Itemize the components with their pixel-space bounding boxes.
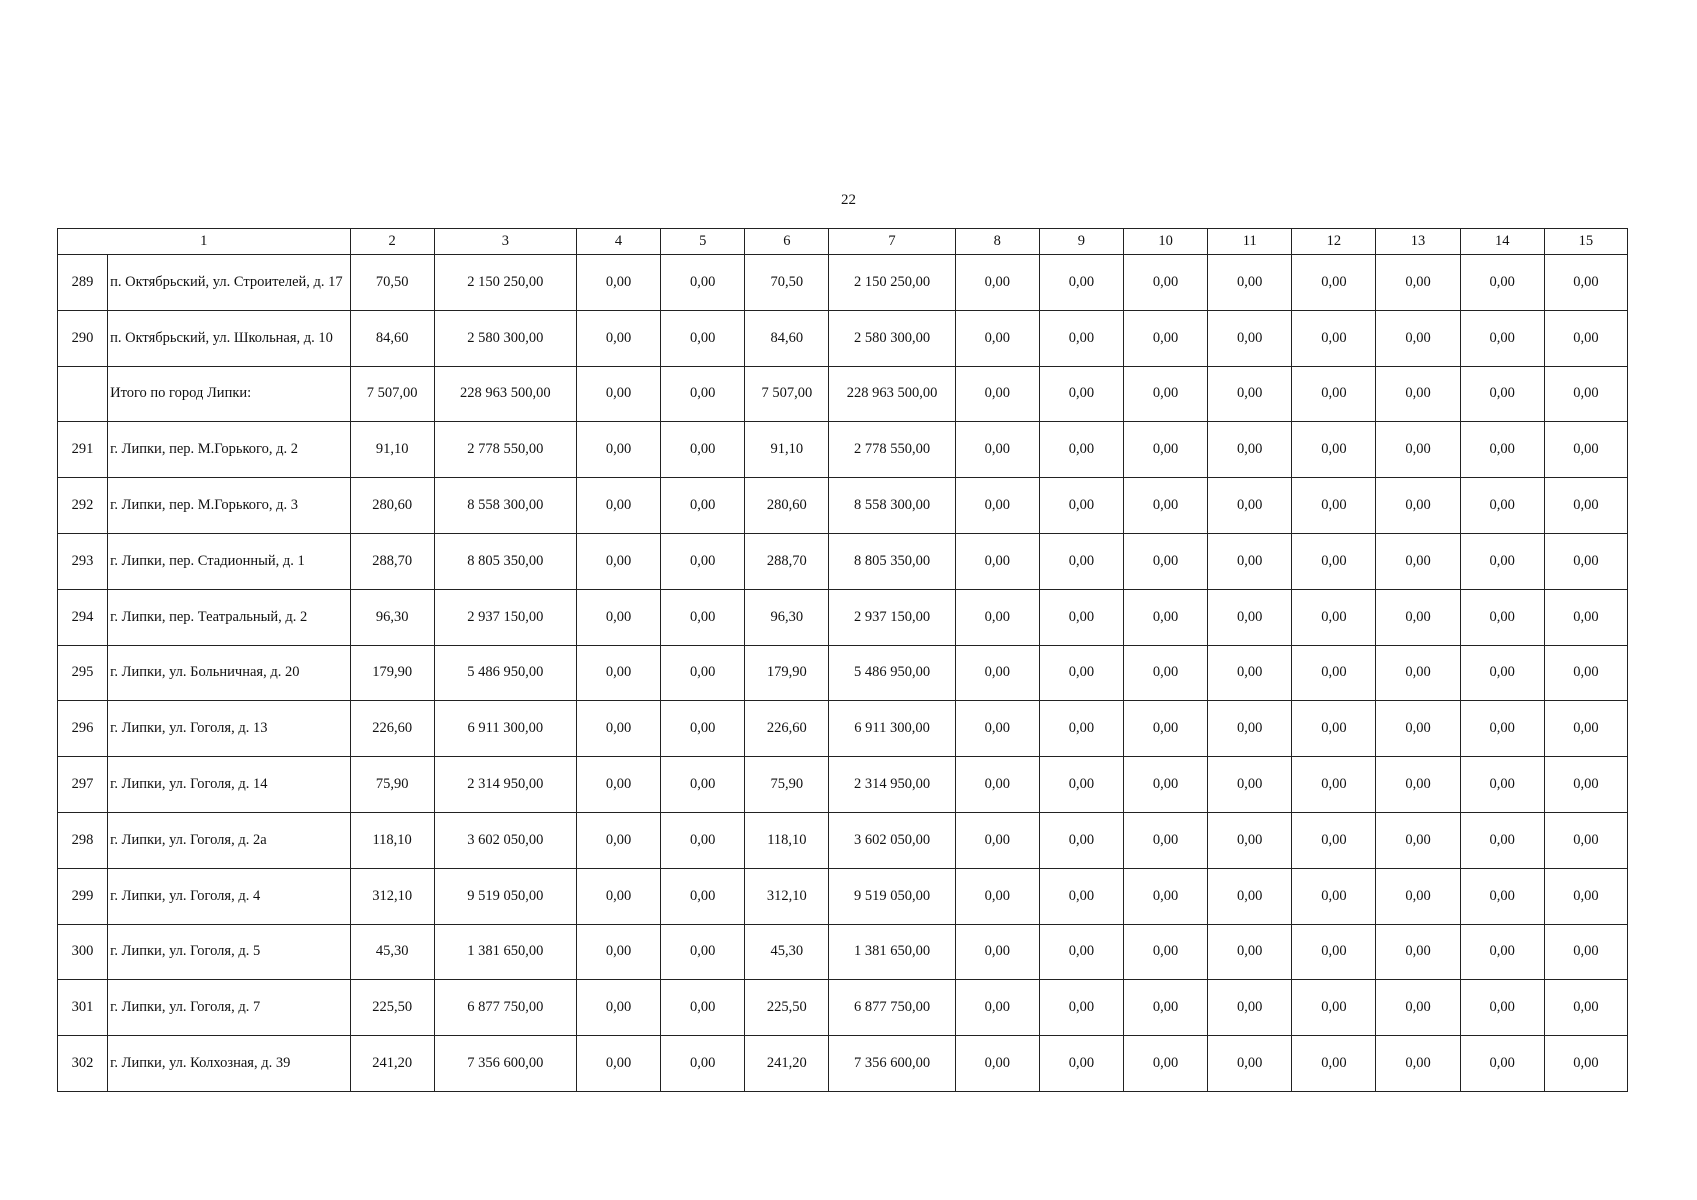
value-cell-col11: 0,00 bbox=[1208, 924, 1292, 980]
value-cell-col9: 0,00 bbox=[1039, 589, 1123, 645]
column-header: 8 bbox=[955, 229, 1039, 255]
value-cell-col12: 0,00 bbox=[1292, 255, 1376, 311]
value-cell-col10: 0,00 bbox=[1123, 255, 1207, 311]
value-cell-col8: 0,00 bbox=[955, 366, 1039, 422]
value-cell-col10: 0,00 bbox=[1123, 868, 1207, 924]
row-number: 299 bbox=[58, 868, 108, 924]
value-cell-col15: 0,00 bbox=[1544, 757, 1627, 813]
value-cell-col11: 0,00 bbox=[1208, 589, 1292, 645]
value-cell-col7: 1 381 650,00 bbox=[829, 924, 955, 980]
value-cell-col9: 0,00 bbox=[1039, 701, 1123, 757]
value-cell-col12: 0,00 bbox=[1292, 701, 1376, 757]
row-number: 302 bbox=[58, 1036, 108, 1092]
value-cell-col11: 0,00 bbox=[1208, 645, 1292, 701]
value-cell-col2: 118,10 bbox=[350, 812, 434, 868]
value-cell-col7: 2 937 150,00 bbox=[829, 589, 955, 645]
row-number: 301 bbox=[58, 980, 108, 1036]
value-cell-col8: 0,00 bbox=[955, 701, 1039, 757]
value-cell-col4: 0,00 bbox=[576, 868, 660, 924]
value-cell-col3: 9 519 050,00 bbox=[434, 868, 576, 924]
value-cell-col14: 0,00 bbox=[1460, 366, 1544, 422]
row-number: 298 bbox=[58, 812, 108, 868]
value-cell-col9: 0,00 bbox=[1039, 812, 1123, 868]
value-cell-col10: 0,00 bbox=[1123, 533, 1207, 589]
value-cell-col9: 0,00 bbox=[1039, 980, 1123, 1036]
value-cell-col5: 0,00 bbox=[661, 255, 745, 311]
value-cell-col4: 0,00 bbox=[576, 366, 660, 422]
column-header: 15 bbox=[1544, 229, 1627, 255]
value-cell-col12: 0,00 bbox=[1292, 645, 1376, 701]
column-header: 14 bbox=[1460, 229, 1544, 255]
column-header: 1 bbox=[58, 229, 351, 255]
address-cell: г. Липки, пер. Театральный, д. 2 bbox=[108, 589, 350, 645]
table-header bbox=[58, 229, 1628, 255]
value-cell-col10: 0,00 bbox=[1123, 812, 1207, 868]
value-cell-col2: 241,20 bbox=[350, 1036, 434, 1092]
value-cell-col9: 0,00 bbox=[1039, 310, 1123, 366]
value-cell-col6: 96,30 bbox=[745, 589, 829, 645]
value-cell-col13: 0,00 bbox=[1376, 868, 1460, 924]
value-cell-col7: 5 486 950,00 bbox=[829, 645, 955, 701]
value-cell-col5: 0,00 bbox=[661, 980, 745, 1036]
value-cell-col4: 0,00 bbox=[576, 422, 660, 478]
value-cell-col11: 0,00 bbox=[1208, 533, 1292, 589]
value-cell-col12: 0,00 bbox=[1292, 980, 1376, 1036]
value-cell-col4: 0,00 bbox=[576, 310, 660, 366]
table-row bbox=[58, 757, 1628, 813]
value-cell-col2: 280,60 bbox=[350, 478, 434, 534]
value-cell-col4: 0,00 bbox=[576, 645, 660, 701]
value-cell-col14: 0,00 bbox=[1460, 1036, 1544, 1092]
value-cell-col9: 0,00 bbox=[1039, 924, 1123, 980]
row-number: 291 bbox=[58, 422, 108, 478]
value-cell-col6: 118,10 bbox=[745, 812, 829, 868]
value-cell-col15: 0,00 bbox=[1544, 812, 1627, 868]
value-cell-col12: 0,00 bbox=[1292, 422, 1376, 478]
row-number: 293 bbox=[58, 533, 108, 589]
value-cell-col14: 0,00 bbox=[1460, 868, 1544, 924]
value-cell-col13: 0,00 bbox=[1376, 478, 1460, 534]
column-header: 13 bbox=[1376, 229, 1460, 255]
address-cell: г. Липки, пер. М.Горького, д. 3 bbox=[108, 478, 350, 534]
value-cell-col5: 0,00 bbox=[661, 645, 745, 701]
value-cell-col15: 0,00 bbox=[1544, 366, 1627, 422]
value-cell-col4: 0,00 bbox=[576, 533, 660, 589]
value-cell-col8: 0,00 bbox=[955, 868, 1039, 924]
value-cell-col11: 0,00 bbox=[1208, 422, 1292, 478]
value-cell-col13: 0,00 bbox=[1376, 255, 1460, 311]
value-cell-col8: 0,00 bbox=[955, 478, 1039, 534]
value-cell-col7: 2 150 250,00 bbox=[829, 255, 955, 311]
value-cell-col12: 0,00 bbox=[1292, 1036, 1376, 1092]
header-row bbox=[58, 229, 1628, 255]
value-cell-col6: 225,50 bbox=[745, 980, 829, 1036]
value-cell-col13: 0,00 bbox=[1376, 645, 1460, 701]
row-number: 289 bbox=[58, 255, 108, 311]
value-cell-col9: 0,00 bbox=[1039, 478, 1123, 534]
value-cell-col14: 0,00 bbox=[1460, 924, 1544, 980]
value-cell-col8: 0,00 bbox=[955, 980, 1039, 1036]
column-header: 11 bbox=[1208, 229, 1292, 255]
value-cell-col6: 241,20 bbox=[745, 1036, 829, 1092]
value-cell-col7: 2 778 550,00 bbox=[829, 422, 955, 478]
value-cell-col11: 0,00 bbox=[1208, 310, 1292, 366]
value-cell-col15: 0,00 bbox=[1544, 533, 1627, 589]
column-header: 9 bbox=[1039, 229, 1123, 255]
address-cell: г. Липки, ул. Гоголя, д. 14 bbox=[108, 757, 350, 813]
value-cell-col9: 0,00 bbox=[1039, 645, 1123, 701]
value-cell-col10: 0,00 bbox=[1123, 478, 1207, 534]
value-cell-col13: 0,00 bbox=[1376, 1036, 1460, 1092]
value-cell-col15: 0,00 bbox=[1544, 422, 1627, 478]
value-cell-col6: 84,60 bbox=[745, 310, 829, 366]
value-cell-col15: 0,00 bbox=[1544, 478, 1627, 534]
value-cell-col3: 7 356 600,00 bbox=[434, 1036, 576, 1092]
value-cell-col15: 0,00 bbox=[1544, 589, 1627, 645]
value-cell-col12: 0,00 bbox=[1292, 868, 1376, 924]
value-cell-col5: 0,00 bbox=[661, 924, 745, 980]
value-cell-col6: 288,70 bbox=[745, 533, 829, 589]
value-cell-col6: 75,90 bbox=[745, 757, 829, 813]
value-cell-col8: 0,00 bbox=[955, 645, 1039, 701]
value-cell-col4: 0,00 bbox=[576, 255, 660, 311]
value-cell-col8: 0,00 bbox=[955, 812, 1039, 868]
value-cell-col15: 0,00 bbox=[1544, 255, 1627, 311]
value-cell-col8: 0,00 bbox=[955, 757, 1039, 813]
value-cell-col5: 0,00 bbox=[661, 757, 745, 813]
value-cell-col3: 6 877 750,00 bbox=[434, 980, 576, 1036]
value-cell-col13: 0,00 bbox=[1376, 701, 1460, 757]
value-cell-col15: 0,00 bbox=[1544, 1036, 1627, 1092]
value-cell-col10: 0,00 bbox=[1123, 310, 1207, 366]
value-cell-col7: 7 356 600,00 bbox=[829, 1036, 955, 1092]
value-cell-col6: 91,10 bbox=[745, 422, 829, 478]
column-header: 2 bbox=[350, 229, 434, 255]
value-cell-col5: 0,00 bbox=[661, 533, 745, 589]
value-cell-col8: 0,00 bbox=[955, 533, 1039, 589]
value-cell-col2: 226,60 bbox=[350, 701, 434, 757]
value-cell-col13: 0,00 bbox=[1376, 924, 1460, 980]
value-cell-col4: 0,00 bbox=[576, 924, 660, 980]
value-cell-col10: 0,00 bbox=[1123, 589, 1207, 645]
value-cell-col3: 8 805 350,00 bbox=[434, 533, 576, 589]
value-cell-col12: 0,00 bbox=[1292, 366, 1376, 422]
value-cell-col9: 0,00 bbox=[1039, 757, 1123, 813]
value-cell-col15: 0,00 bbox=[1544, 924, 1627, 980]
value-cell-col9: 0,00 bbox=[1039, 422, 1123, 478]
address-cell: г. Липки, ул. Гоголя, д. 7 bbox=[108, 980, 350, 1036]
value-cell-col15: 0,00 bbox=[1544, 868, 1627, 924]
value-cell-col14: 0,00 bbox=[1460, 255, 1544, 311]
value-cell-col9: 0,00 bbox=[1039, 533, 1123, 589]
value-cell-col10: 0,00 bbox=[1123, 366, 1207, 422]
value-cell-col10: 0,00 bbox=[1123, 1036, 1207, 1092]
value-cell-col3: 5 486 950,00 bbox=[434, 645, 576, 701]
table-row bbox=[58, 701, 1628, 757]
value-cell-col12: 0,00 bbox=[1292, 589, 1376, 645]
value-cell-col14: 0,00 bbox=[1460, 310, 1544, 366]
value-cell-col11: 0,00 bbox=[1208, 478, 1292, 534]
value-cell-col2: 179,90 bbox=[350, 645, 434, 701]
data-table bbox=[57, 228, 1628, 1092]
value-cell-col10: 0,00 bbox=[1123, 701, 1207, 757]
value-cell-col14: 0,00 bbox=[1460, 980, 1544, 1036]
value-cell-col15: 0,00 bbox=[1544, 701, 1627, 757]
column-header: 6 bbox=[745, 229, 829, 255]
value-cell-col13: 0,00 bbox=[1376, 589, 1460, 645]
value-cell-col5: 0,00 bbox=[661, 1036, 745, 1092]
value-cell-col13: 0,00 bbox=[1376, 533, 1460, 589]
value-cell-col5: 0,00 bbox=[661, 868, 745, 924]
address-cell: г. Липки, пер. Стадионный, д. 1 bbox=[108, 533, 350, 589]
table-row bbox=[58, 310, 1628, 366]
value-cell-col2: 225,50 bbox=[350, 980, 434, 1036]
value-cell-col15: 0,00 bbox=[1544, 645, 1627, 701]
column-header: 4 bbox=[576, 229, 660, 255]
value-cell-col5: 0,00 bbox=[661, 478, 745, 534]
address-cell: г. Липки, ул. Больничная, д. 20 bbox=[108, 645, 350, 701]
value-cell-col3: 228 963 500,00 bbox=[434, 366, 576, 422]
value-cell-col8: 0,00 bbox=[955, 422, 1039, 478]
value-cell-col7: 2 314 950,00 bbox=[829, 757, 955, 813]
value-cell-col3: 2 314 950,00 bbox=[434, 757, 576, 813]
table-row bbox=[58, 422, 1628, 478]
value-cell-col6: 7 507,00 bbox=[745, 366, 829, 422]
value-cell-col8: 0,00 bbox=[955, 1036, 1039, 1092]
row-number: 296 bbox=[58, 701, 108, 757]
table-body bbox=[58, 255, 1628, 1092]
column-header: 10 bbox=[1123, 229, 1207, 255]
value-cell-col13: 0,00 bbox=[1376, 366, 1460, 422]
value-cell-col6: 226,60 bbox=[745, 701, 829, 757]
value-cell-col5: 0,00 bbox=[661, 422, 745, 478]
value-cell-col12: 0,00 bbox=[1292, 812, 1376, 868]
value-cell-col15: 0,00 bbox=[1544, 980, 1627, 1036]
value-cell-col7: 8 805 350,00 bbox=[829, 533, 955, 589]
value-cell-col6: 70,50 bbox=[745, 255, 829, 311]
value-cell-col9: 0,00 bbox=[1039, 255, 1123, 311]
value-cell-col3: 2 580 300,00 bbox=[434, 310, 576, 366]
value-cell-col3: 8 558 300,00 bbox=[434, 478, 576, 534]
table-row bbox=[58, 589, 1628, 645]
value-cell-col9: 0,00 bbox=[1039, 366, 1123, 422]
table-row bbox=[58, 1036, 1628, 1092]
value-cell-col2: 84,60 bbox=[350, 310, 434, 366]
address-cell: г. Липки, пер. М.Горького, д. 2 bbox=[108, 422, 350, 478]
value-cell-col11: 0,00 bbox=[1208, 812, 1292, 868]
address-cell: г. Липки, ул. Гоголя, д. 5 bbox=[108, 924, 350, 980]
table-row bbox=[58, 812, 1628, 868]
value-cell-col4: 0,00 bbox=[576, 980, 660, 1036]
value-cell-col14: 0,00 bbox=[1460, 812, 1544, 868]
value-cell-col13: 0,00 bbox=[1376, 757, 1460, 813]
value-cell-col5: 0,00 bbox=[661, 366, 745, 422]
value-cell-col13: 0,00 bbox=[1376, 812, 1460, 868]
value-cell-col7: 2 580 300,00 bbox=[829, 310, 955, 366]
table-row bbox=[58, 980, 1628, 1036]
value-cell-col7: 8 558 300,00 bbox=[829, 478, 955, 534]
value-cell-col10: 0,00 bbox=[1123, 757, 1207, 813]
value-cell-col13: 0,00 bbox=[1376, 980, 1460, 1036]
value-cell-col3: 2 778 550,00 bbox=[434, 422, 576, 478]
value-cell-col3: 3 602 050,00 bbox=[434, 812, 576, 868]
value-cell-col11: 0,00 bbox=[1208, 757, 1292, 813]
address-cell: г. Липки, ул. Колхозная, д. 39 bbox=[108, 1036, 350, 1092]
row-number bbox=[58, 366, 108, 422]
value-cell-col14: 0,00 bbox=[1460, 533, 1544, 589]
value-cell-col7: 6 911 300,00 bbox=[829, 701, 955, 757]
value-cell-col2: 312,10 bbox=[350, 868, 434, 924]
row-number: 290 bbox=[58, 310, 108, 366]
value-cell-col10: 0,00 bbox=[1123, 980, 1207, 1036]
row-number: 292 bbox=[58, 478, 108, 534]
address-cell: п. Октябрьский, ул. Строителей, д. 17 bbox=[108, 255, 350, 311]
value-cell-col12: 0,00 bbox=[1292, 478, 1376, 534]
value-cell-col2: 91,10 bbox=[350, 422, 434, 478]
value-cell-col11: 0,00 bbox=[1208, 701, 1292, 757]
value-cell-col4: 0,00 bbox=[576, 1036, 660, 1092]
value-cell-col12: 0,00 bbox=[1292, 757, 1376, 813]
table-row bbox=[58, 924, 1628, 980]
value-cell-col7: 6 877 750,00 bbox=[829, 980, 955, 1036]
value-cell-col8: 0,00 bbox=[955, 310, 1039, 366]
value-cell-col11: 0,00 bbox=[1208, 1036, 1292, 1092]
value-cell-col2: 70,50 bbox=[350, 255, 434, 311]
address-cell: г. Липки, ул. Гоголя, д. 2а bbox=[108, 812, 350, 868]
value-cell-col9: 0,00 bbox=[1039, 868, 1123, 924]
subtotal-row bbox=[58, 366, 1628, 422]
value-cell-col10: 0,00 bbox=[1123, 645, 1207, 701]
value-cell-col11: 0,00 bbox=[1208, 255, 1292, 311]
table-row bbox=[58, 533, 1628, 589]
value-cell-col14: 0,00 bbox=[1460, 478, 1544, 534]
value-cell-col12: 0,00 bbox=[1292, 310, 1376, 366]
value-cell-col14: 0,00 bbox=[1460, 645, 1544, 701]
value-cell-col5: 0,00 bbox=[661, 589, 745, 645]
value-cell-col8: 0,00 bbox=[955, 589, 1039, 645]
row-number: 300 bbox=[58, 924, 108, 980]
value-cell-col10: 0,00 bbox=[1123, 924, 1207, 980]
row-number: 297 bbox=[58, 757, 108, 813]
value-cell-col14: 0,00 bbox=[1460, 422, 1544, 478]
value-cell-col14: 0,00 bbox=[1460, 757, 1544, 813]
subtotal-label: Итого по город Липки: bbox=[108, 366, 350, 422]
column-header: 12 bbox=[1292, 229, 1376, 255]
address-cell: г. Липки, ул. Гоголя, д. 4 bbox=[108, 868, 350, 924]
value-cell-col4: 0,00 bbox=[576, 757, 660, 813]
address-cell: п. Октябрьский, ул. Школьная, д. 10 bbox=[108, 310, 350, 366]
value-cell-col6: 179,90 bbox=[745, 645, 829, 701]
value-cell-col6: 280,60 bbox=[745, 478, 829, 534]
column-header: 7 bbox=[829, 229, 955, 255]
value-cell-col8: 0,00 bbox=[955, 924, 1039, 980]
value-cell-col12: 0,00 bbox=[1292, 924, 1376, 980]
page-number: 22 bbox=[841, 192, 856, 208]
row-number: 295 bbox=[58, 645, 108, 701]
value-cell-col4: 0,00 bbox=[576, 589, 660, 645]
value-cell-col11: 0,00 bbox=[1208, 366, 1292, 422]
value-cell-col2: 96,30 bbox=[350, 589, 434, 645]
address-cell: г. Липки, ул. Гоголя, д. 13 bbox=[108, 701, 350, 757]
column-header: 5 bbox=[661, 229, 745, 255]
value-cell-col6: 45,30 bbox=[745, 924, 829, 980]
value-cell-col4: 0,00 bbox=[576, 701, 660, 757]
row-number: 294 bbox=[58, 589, 108, 645]
value-cell-col15: 0,00 bbox=[1544, 310, 1627, 366]
value-cell-col4: 0,00 bbox=[576, 478, 660, 534]
value-cell-col2: 7 507,00 bbox=[350, 366, 434, 422]
value-cell-col5: 0,00 bbox=[661, 701, 745, 757]
table-row bbox=[58, 255, 1628, 311]
value-cell-col6: 312,10 bbox=[745, 868, 829, 924]
value-cell-col14: 0,00 bbox=[1460, 701, 1544, 757]
value-cell-col13: 0,00 bbox=[1376, 422, 1460, 478]
value-cell-col5: 0,00 bbox=[661, 812, 745, 868]
value-cell-col7: 9 519 050,00 bbox=[829, 868, 955, 924]
value-cell-col12: 0,00 bbox=[1292, 533, 1376, 589]
value-cell-col11: 0,00 bbox=[1208, 868, 1292, 924]
value-cell-col3: 2 150 250,00 bbox=[434, 255, 576, 311]
value-cell-col11: 0,00 bbox=[1208, 980, 1292, 1036]
value-cell-col3: 1 381 650,00 bbox=[434, 924, 576, 980]
table-row bbox=[58, 478, 1628, 534]
column-header: 3 bbox=[434, 229, 576, 255]
table-row bbox=[58, 645, 1628, 701]
value-cell-col8: 0,00 bbox=[955, 255, 1039, 311]
value-cell-col2: 75,90 bbox=[350, 757, 434, 813]
value-cell-col7: 3 602 050,00 bbox=[829, 812, 955, 868]
value-cell-col2: 288,70 bbox=[350, 533, 434, 589]
value-cell-col10: 0,00 bbox=[1123, 422, 1207, 478]
value-cell-col13: 0,00 bbox=[1376, 310, 1460, 366]
value-cell-col14: 0,00 bbox=[1460, 589, 1544, 645]
value-cell-col4: 0,00 bbox=[576, 812, 660, 868]
value-cell-col3: 2 937 150,00 bbox=[434, 589, 576, 645]
value-cell-col7: 228 963 500,00 bbox=[829, 366, 955, 422]
value-cell-col9: 0,00 bbox=[1039, 1036, 1123, 1092]
value-cell-col2: 45,30 bbox=[350, 924, 434, 980]
table-row bbox=[58, 868, 1628, 924]
value-cell-col3: 6 911 300,00 bbox=[434, 701, 576, 757]
value-cell-col5: 0,00 bbox=[661, 310, 745, 366]
